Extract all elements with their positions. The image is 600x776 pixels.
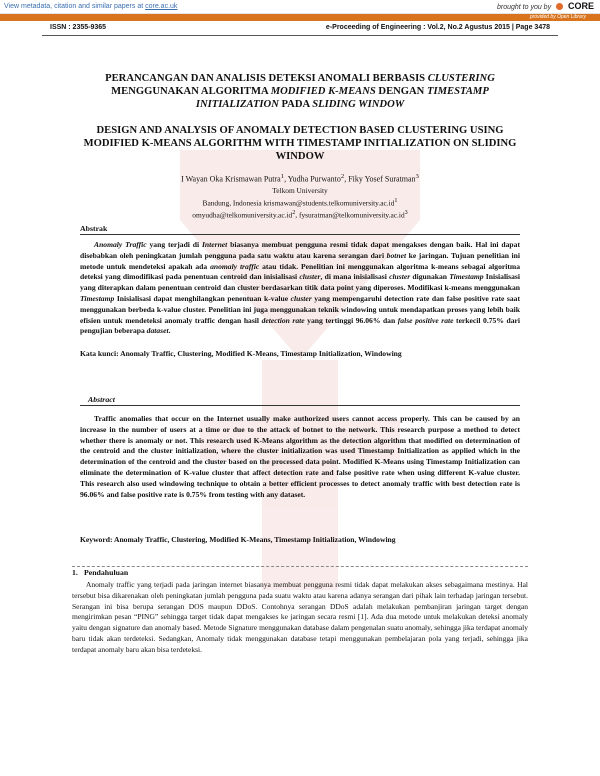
abstrak-text: , di mana inisialisasi [320,272,390,282]
abstrak-term: false positive rate [397,315,454,325]
author-sup: 1 [280,173,285,180]
abstract-body [80,414,520,500]
abstrak-term: dataset [146,326,169,336]
email-sup: 1 [394,198,398,204]
abstrak-term: anomaly traffic [210,261,260,271]
title-indonesian [72,72,528,111]
abstrak-text: biasanya membuat pengguna resmi tidak dapat mengakses dengan baik. Hal ini dapat disebabkan oleh peningkatan jumlah pengguna pada satu waktu atau karena serangan dari [80,240,520,260]
author-name: , Yudha Purwanto [284,174,341,184]
abstract-rule [80,405,520,406]
section-title: Pendahuluan [84,568,129,577]
abstrak-text: yang tertinggi 96.06% dan [304,315,398,325]
title-id-italic: CLUSTERING [427,73,495,84]
title-id-italic: MODIFIED K-MEANS [270,86,376,97]
affiliation [0,186,600,221]
title-id-italic: TIMESTAMP [427,86,489,97]
core-logo[interactable]: CORE [567,1,594,11]
header-divider [42,35,558,36]
abstrak-body [80,240,520,337]
abstrak-text: Inisialisasi yang diterapkan dalam penentuan centroid dan cluster berdasarkan titik data point yang diperoses. Modifikasi k-means menggunakan [80,272,520,293]
email-sup: 3 [404,210,408,217]
title-id-text: DENGAN [375,86,427,97]
core-logo-icon [556,3,563,10]
abstrak-term: cluster [389,272,411,282]
provider-text[interactable]: provided by Open Library [529,14,586,20]
author-sup: 3 [415,173,419,180]
core-link[interactable]: core.ac.uk [145,3,178,10]
abstract-heading-text: Abstract [88,395,115,404]
affiliation-email[interactable]: omyudha@telkomuniversity.ac.id [192,210,293,220]
abstrak-text: . [168,326,171,336]
brought-by-text: brought to you by [496,4,552,11]
abstrak-heading-text: Abstrak [80,224,108,233]
author-name: , Fiky Yosef Suratman [344,174,416,184]
section-body: Anomaly traffic yang terjadi pada jaringan internet biasanya membuat pengguna resmi tidak dapat melakukan akses sebagaimana mestinya. Hal tersebut bisa dikarenakan oleh peningkatan jumlah pengguna pada suatu waktu atau karena adanya serangan dari pihak lain terhadap jaringan tersebut. Serangan ini bisa berupa serangan DOS maupun DDoS. Contohnya serangan DDoS adalah melakukan pembanjiran jaringan target dengan mengirimkan pesan “PING” sehingga target tidak dapat mengakses ke jaringan secara resmi [1]. Ada dua metode untuk melakukan deteksi anomaly yaitu dengan signature dan anomaly based. Metode Signature menggunakan database dalam pengenalan suatu anomaly, sehingga jika terdapat anomaly baru tidak akan terdeteksi. Sedangkan, Anomaly tidak menggunakan database tetapi menggunakan pembelajaran pola yang terjadi, sehingga jika terdapat anomaly baru akan bisa terdeteksi. [72,580,528,654]
abstrak-heading [80,224,520,233]
title-english: DESIGN AND ANALYSIS OF ANOMALY DETECTION BASED CLUSTERING USING MODIFIED K-MEANS ALGORITHM WITH TIMESTAMP INITIALIZATION ON SLIDING WINDOW [83,125,517,162]
abstrak-text: Inisialisasi dapat menghilangkan penentuan k-value [114,293,291,303]
author-sup: 2 [340,173,345,180]
abstrak-text: ke jaringan. Tujuan penelitian ini metode untuk mendeteksi apakah ada [80,250,520,271]
abstrak-term: Timestamp [80,293,115,303]
abstrak-term: Timestamp [449,272,484,282]
abstrak-text: digunakan [410,272,450,282]
section-number: 1. [72,568,78,577]
affiliation-email[interactable]: , fysuratman@telkomuniversity.ac.id [295,210,405,220]
author-list [0,173,600,184]
metadata-notice-text: View metadata, citation and similar papers at [4,3,144,10]
abstract-heading [80,395,520,404]
title-id-text: MENGGUNAKAN ALGORITMA [111,86,271,97]
institution: Telkom University [272,186,328,195]
keywords: Keyword: Anomaly Traffic, Clustering, Modified K-Means, Timestamp Initialization, Windowing [80,535,396,544]
abstrak-term: cluster [290,293,312,303]
abstrak-term: Anomaly Traffic [94,240,147,249]
author-name: I Wayan Oka Krismawan Putra [181,174,281,184]
affiliation-email[interactable]: Bandung, Indonesia krismawan@students.telkomuniversity.ac.id [202,198,395,208]
title-id-italic: INITIALIZATION [195,99,279,110]
provider-strip [0,14,600,21]
title-id-text: PERANCANGAN DAN ANALISIS DETEKSI ANOMALI BERBASIS [105,73,428,84]
section-divider [72,566,528,567]
abstrak-term: botnet [386,250,407,260]
abstrak-text: atau tidak. Penelitian ini menggunakan algoritma k-means sebagai algoritma deteksi yang dimodifikasi pada penentuan centroid dan inisialisasi [80,261,520,282]
metadata-notice [4,0,177,13]
abstract-text: Traffic anomalies that occur on the Internet usually make authorized users cannot access properly. This can be caused by an increase in the number of users at a time or due to the attack of botnet to the network. This research purpose a method to detect whether there is anomaly or not. This research used K-Means algorithm as the detection algorithm that modified on determination of the centroid and the cluster initialization, where the cluster initialization was used Timestamp Initialization as applied which in the determination of the centroid and the cluster based on the processed data point. Modified K-Means using Timestamp Initialization can eliminate the determination of K-value cluster that affect detection rate and false positive rate when using different K-value cluster. This research also used windowing technique to obtain a better efficient processes to detect anomaly traffic with best detection rate is 96.06% and false positive rate is 0.75% from testing with any dataset. [80,414,520,499]
journal-info: e-Proceeding of Engineering : Vol.2, No.2 Agustus 2015 | Page 3478 [325,24,550,31]
email-sup: 2 [292,210,296,217]
abstrak-rule [80,234,520,235]
core-banner [0,0,600,14]
abstrak-term: cluster [299,272,321,282]
core-branding [497,0,594,14]
issn: ISSN : 2355-9365 [50,24,107,31]
title-id-text: PADA [278,99,313,110]
abstrak-text: yang terjadi di [146,240,202,249]
title-id-italic: SLIDING WINDOW [312,99,405,110]
abstrak-text: yang mempengaruhi detection rate dan false positive rate saat menggunakan berbeda k-value cluster. Penelitian ini juga menggunakan teknik windowing untuk mendapatkan proses yang lebih baik efisien untuk mendeteksi anomaly traffic dengan hasil [80,293,520,325]
section-heading [72,568,128,577]
abstrak-term: Internet [201,240,228,249]
abstrak-term: detection rate [261,315,305,325]
abstrak-text: terkecil 0.75% dari pengujian beberapa [80,315,520,336]
kata-kunci: Kata kunci: Anomaly Traffic, Clustering, Modified K-Means, Timestamp Initialization, Windowing [80,349,402,358]
